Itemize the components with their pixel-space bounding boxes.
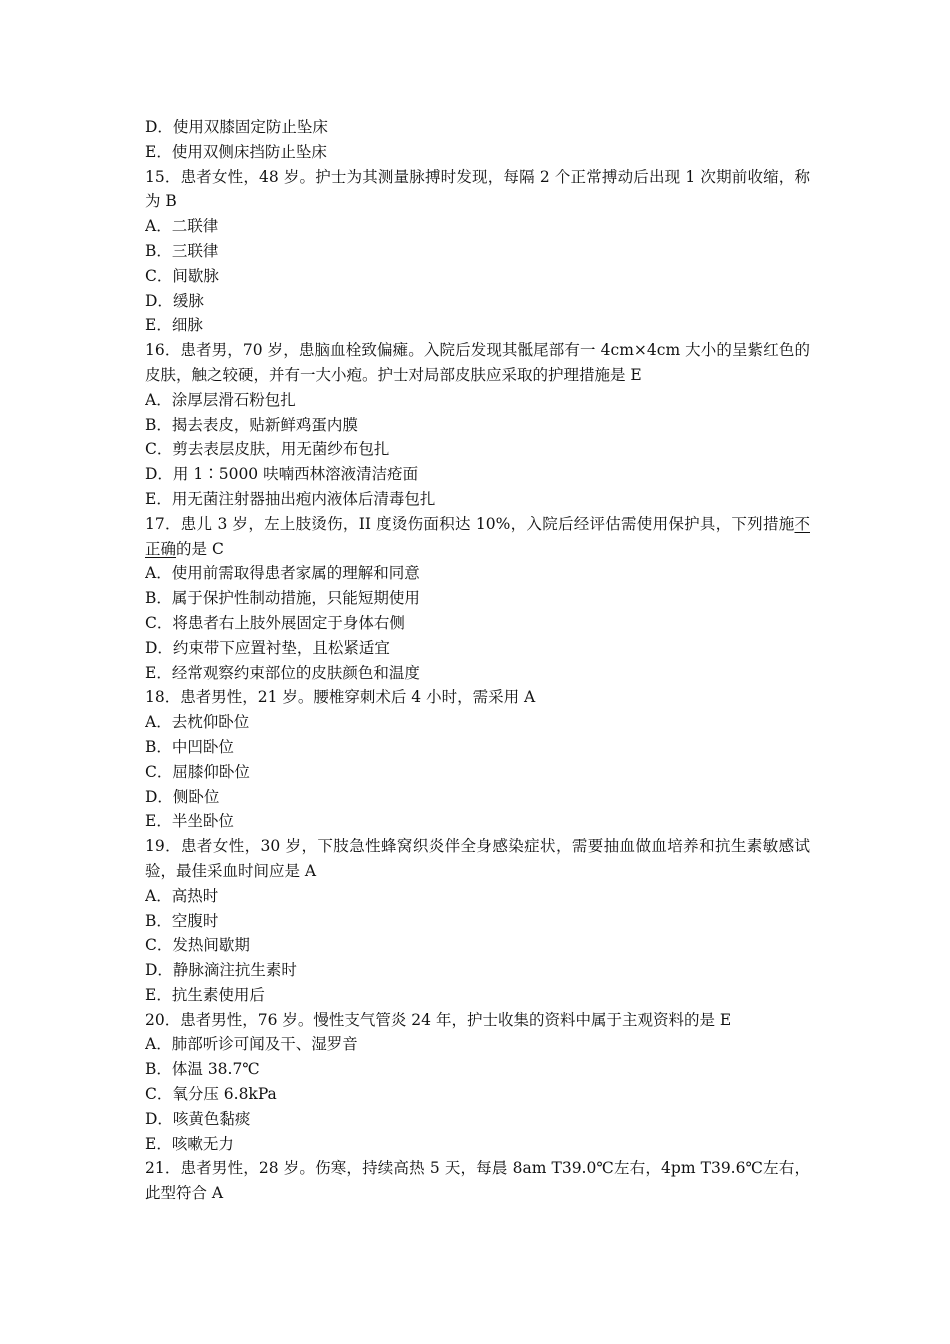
question-19-option-e: E．抗生素使用后 <box>145 985 265 1004</box>
question-15-option-d: D．缓脉 <box>145 291 204 310</box>
question-19-option-c: C．发热间歇期 <box>145 936 250 955</box>
question-17-option-c: C．将患者右上肢外展固定于身体右侧 <box>145 613 405 632</box>
question-20-option-e: E．咳嗽无力 <box>145 1134 234 1153</box>
question-17-option-b: B．属于保护性制动措施，只能短期使用 <box>145 589 420 608</box>
question-14-option-d: D．使用双膝固定防止坠床 <box>145 118 328 136</box>
question-19-option-b: B．空腹时 <box>145 911 219 930</box>
question-17-option-a: A．使用前需取得患者家属的理解和同意 <box>145 564 420 583</box>
question-17-stem-end: 的是 C <box>176 539 224 558</box>
question-15-stem: 15．患者女性，48 岁。护士为其测量脉搏时发现，每隔 2 个正常搏动后出现 1 次期前收缩，称为 B <box>145 167 810 211</box>
question-18-option-e: E．半坐卧位 <box>145 812 234 831</box>
question-20-option-c: C．氧分压 6.8kPa <box>145 1085 277 1104</box>
question-19-stem: 19．患者女性，30 岁，下肢急性蜂窝织炎伴全身感染症状，需要抽血做血培养和抗生素敏感试验，最佳采血时间应是 A <box>145 837 810 880</box>
question-18-stem: 18．患者男性，21 岁。腰椎穿刺术后 4 小时，需采用 A <box>145 688 536 707</box>
question-18-option-a: A．去枕仰卧位 <box>145 713 250 732</box>
question-15-option-b: B．三联律 <box>145 241 219 260</box>
question-17-option-e: E．经常观察约束部位的皮肤颜色和温度 <box>145 663 420 682</box>
question-16-option-a: A．涂厚层滑石粉包扎 <box>145 390 296 409</box>
question-17-option-d: D．约束带下应置衬垫，且松紧适宜 <box>145 638 390 657</box>
question-19-option-d: D．静脉滴注抗生素时 <box>145 961 297 980</box>
question-20-option-a: A．肺部听诊可闻及干、湿罗音 <box>145 1035 358 1054</box>
question-19-option-a: A．高热时 <box>145 886 219 905</box>
question-14-option-e: E．使用双侧床挡防止坠床 <box>145 142 327 161</box>
question-18-option-c: C．屈膝仰卧位 <box>145 762 250 781</box>
question-15-option-c: C．间歇脉 <box>145 266 219 285</box>
question-17-stem-text: 17．患儿 3 岁，左上肢烫伤，II 度烫伤面积达 10%，入院后经评估需使用保护具，下列措施 <box>145 514 795 533</box>
question-18-option-d: D．侧卧位 <box>145 787 220 806</box>
question-16-stem: 16．患者男，70 岁，患脑血栓致偏瘫。入院后发现其骶尾部有一 4cm×4cm 大小的呈紫红色的皮肤，触之较硬，并有一大小疱。护士对局部皮肤应采取的护理措施是 E <box>145 341 810 384</box>
question-17-underlined-keyword: 不正确 <box>145 514 810 558</box>
question-21-stem: 21．患者男性，28 岁。伤寒，持续高热 5 天，每晨 8am T39.0℃左右，4pm T39.6℃左右，此型符合 A <box>145 1159 810 1203</box>
question-16-option-c: C．剪去表层皮肤，用无菌纱布包扎 <box>145 440 390 459</box>
question-16-option-b: B．揭去表皮，贴新鲜鸡蛋内膜 <box>145 415 358 434</box>
question-18-option-b: B．中凹卧位 <box>145 737 234 756</box>
document-page <box>145 115 810 1206</box>
question-20-stem: 20．患者男性，76 岁。慢性支气管炎 24 年，护士收集的资料中属于主观资料的是 E <box>145 1010 732 1029</box>
question-15-option-e: E．细脉 <box>145 316 203 335</box>
question-20-option-b: B．体温 38.7℃ <box>145 1060 260 1079</box>
question-17-stem <box>145 512 810 562</box>
question-15-option-a: A．二联律 <box>145 217 219 236</box>
question-16-option-e: E．用无菌注射器抽出疱内液体后清毒包扎 <box>145 489 436 508</box>
question-16-option-d: D．用 1∶5000 呋喃西林溶液清洁疮面 <box>145 465 419 484</box>
question-20-option-d: D．咳黄色黏痰 <box>145 1109 251 1128</box>
